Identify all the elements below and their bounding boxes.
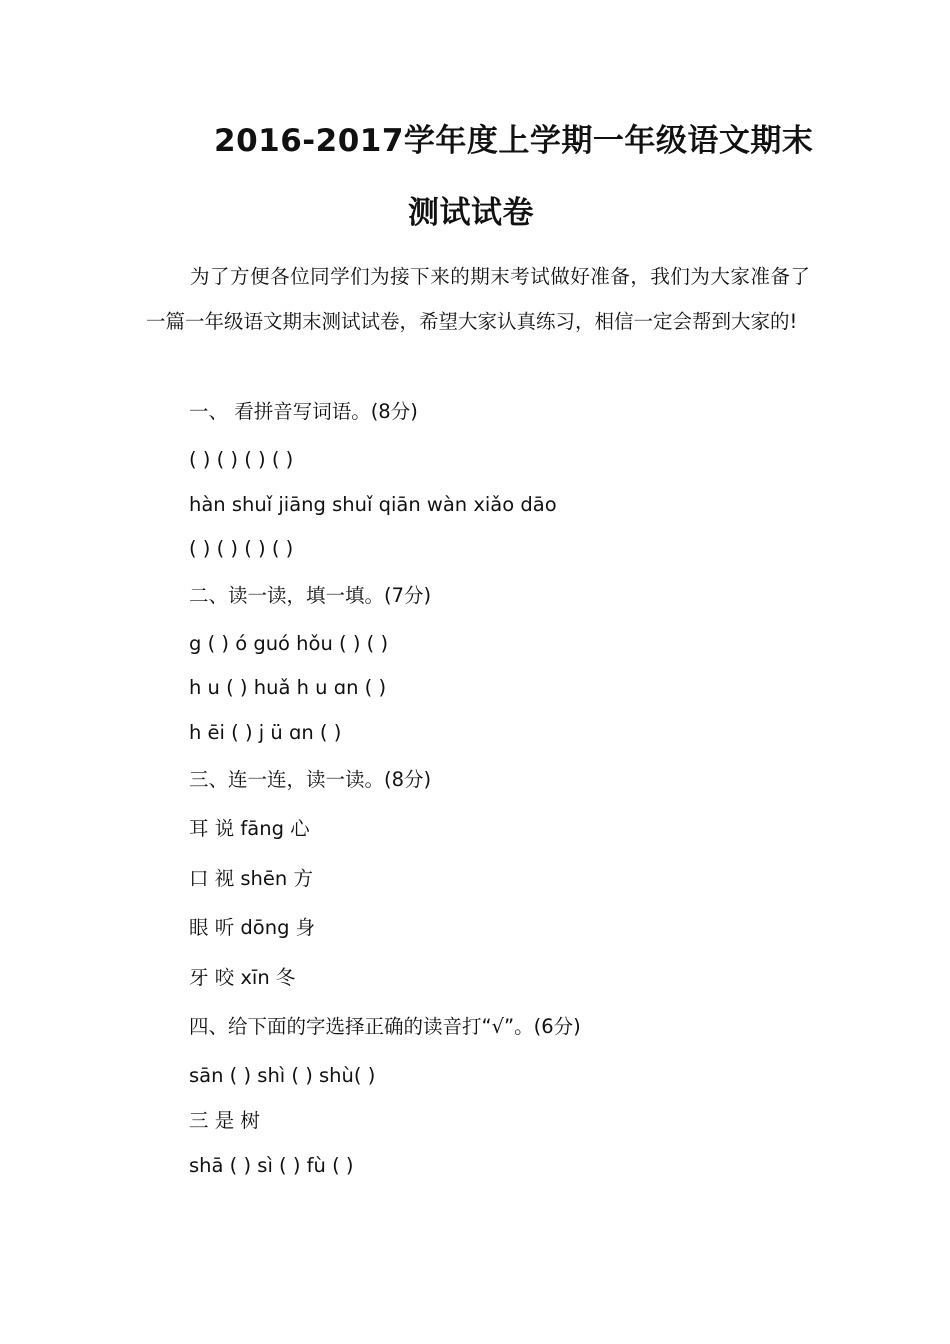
section-4-heading: 四、给下面的字选择正确的读音打“√”。(6分) (189, 1015, 581, 1038)
section-2-heading: 二、读一读，填一填。(7分) (189, 584, 432, 607)
intro-paragraph: 为了方便各位同学们为接下来的期末考试做好准备，我们为大家准备了一篇一年级语文期末测试试卷，希望大家认真练习，相信一定会帮到大家的! (146, 265, 810, 333)
section-3-match-row: 口 视 shēn 方 (189, 867, 313, 890)
document-title-line-1: 2016-2017学年度上学期一年级语文期末 (214, 123, 814, 159)
section-3-match-row: 眼 听 dōng 身 (189, 916, 316, 939)
section-4-pinyin-row: sān ( ) shì ( ) shù( ) (189, 1064, 376, 1087)
section-1-blanks-row: ( ) ( ) ( ) ( ) (189, 448, 294, 471)
document-title-line-2: 测试试卷 (408, 195, 534, 231)
section-1-blanks-row: ( ) ( ) ( ) ( ) (189, 537, 294, 560)
section-4-pinyin-row: shā ( ) sì ( ) fù ( ) (189, 1154, 354, 1177)
section-1-heading: 一、 看拼音写词语。(8分) (189, 400, 418, 423)
section-3-heading: 三、连一连，读一读。(8分) (189, 768, 432, 791)
section-2-item: g ( ) ó guó hǒu ( ) ( ) (189, 632, 389, 655)
section-3-match-row: 牙 咬 xīn 冬 (189, 966, 296, 989)
section-1-pinyin-row: hàn shuǐ jiāng shuǐ qiān wàn xiǎo dāo (189, 493, 557, 516)
section-2-item: h u ( ) huǎ h u ɑn ( ) (189, 676, 387, 699)
section-4-character-row: 三 是 树 (189, 1109, 260, 1132)
section-2-item: h ēi ( ) j ü ɑn ( ) (189, 721, 342, 744)
section-3-match-row: 耳 说 fāng 心 (189, 817, 310, 840)
